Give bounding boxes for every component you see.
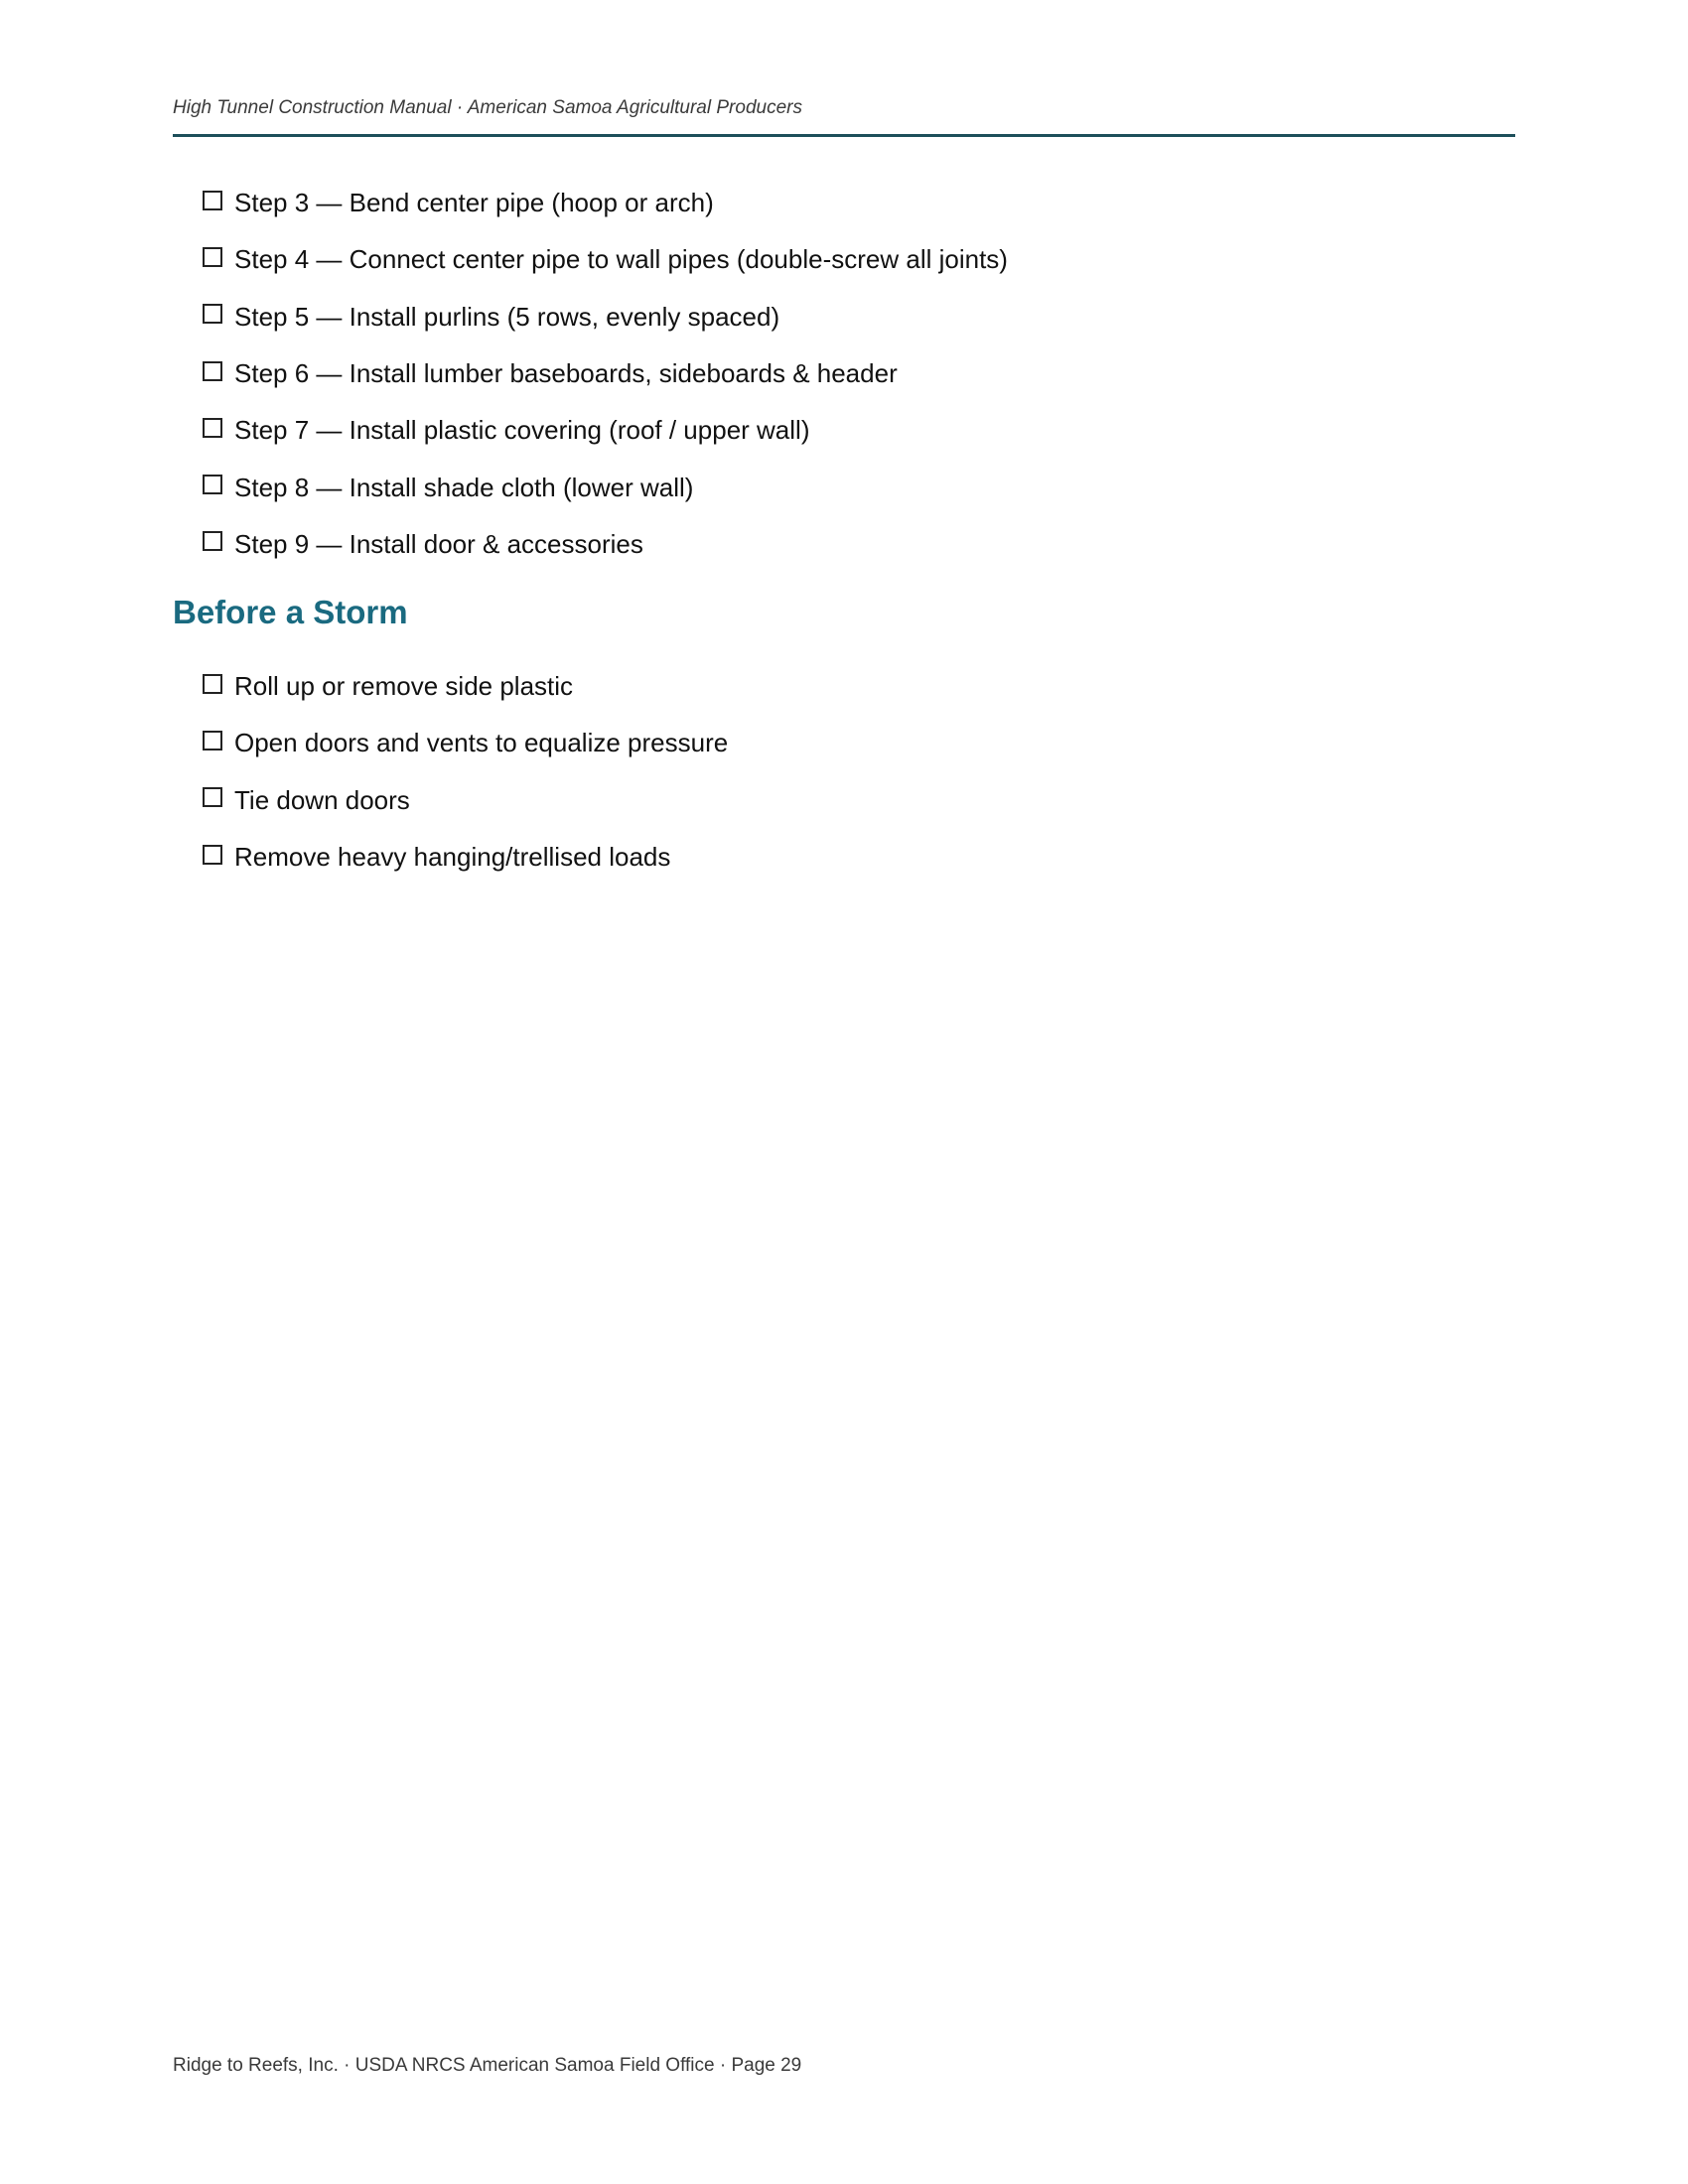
checkbox-icon[interactable] xyxy=(203,361,222,381)
checklist-item[interactable] xyxy=(203,516,1008,573)
checklist-item-label: Tie down doors xyxy=(234,784,410,815)
checkbox-icon[interactable] xyxy=(203,731,222,751)
construction-steps-checklist xyxy=(203,175,1008,573)
checkbox-icon[interactable] xyxy=(203,787,222,807)
checklist-item[interactable] xyxy=(203,829,728,886)
running-footer: Ridge to Reefs, Inc. · USDA NRCS American Samoa Field Office · Page 29 xyxy=(173,2055,802,2076)
checkbox-icon[interactable] xyxy=(203,418,222,438)
storm-prep-checklist xyxy=(203,658,728,886)
checklist-item-label: Step 8 — Install shade cloth (lower wall) xyxy=(234,472,694,502)
checklist-item-label: Step 4 — Connect center pipe to wall pipes (double-screw all joints) xyxy=(234,244,1008,275)
section-heading-before-storm: Before a Storm xyxy=(173,594,408,630)
checklist-item[interactable] xyxy=(203,345,1008,402)
checklist-item[interactable] xyxy=(203,715,728,771)
checkbox-icon[interactable] xyxy=(203,475,222,494)
checkbox-icon[interactable] xyxy=(203,304,222,324)
checklist-item[interactable] xyxy=(203,402,1008,459)
checklist-item-label: Remove heavy hanging/trellised loads xyxy=(234,842,671,873)
checklist-item[interactable] xyxy=(203,772,728,829)
checkbox-icon[interactable] xyxy=(203,531,222,551)
checklist-item[interactable] xyxy=(203,175,1008,231)
checklist-item-label: Step 5 — Install purlins (5 rows, evenly spaced) xyxy=(234,301,780,332)
checklist-item[interactable] xyxy=(203,459,1008,515)
checklist-item-label: Step 3 — Bend center pipe (hoop or arch) xyxy=(234,188,714,218)
checkbox-icon[interactable] xyxy=(203,191,222,210)
checklist-item[interactable] xyxy=(203,289,1008,345)
checkbox-icon[interactable] xyxy=(203,247,222,267)
checklist-item[interactable] xyxy=(203,658,728,715)
checklist-item-label: Open doors and vents to equalize pressure xyxy=(234,728,729,758)
checklist-item[interactable] xyxy=(203,231,1008,288)
checklist-item-label: Step 9 — Install door & accessories xyxy=(234,528,643,559)
running-header: High Tunnel Construction Manual · American Samoa Agricultural Producers xyxy=(173,97,802,118)
checkbox-icon[interactable] xyxy=(203,674,222,694)
checklist-item-label: Step 6 — Install lumber baseboards, sideboards & header xyxy=(234,358,898,389)
checklist-item-label: Roll up or remove side plastic xyxy=(234,671,574,702)
checklist-item-label: Step 7 — Install plastic covering (roof / upper wall) xyxy=(234,415,810,446)
checkbox-icon[interactable] xyxy=(203,845,222,865)
header-divider xyxy=(173,134,1515,137)
